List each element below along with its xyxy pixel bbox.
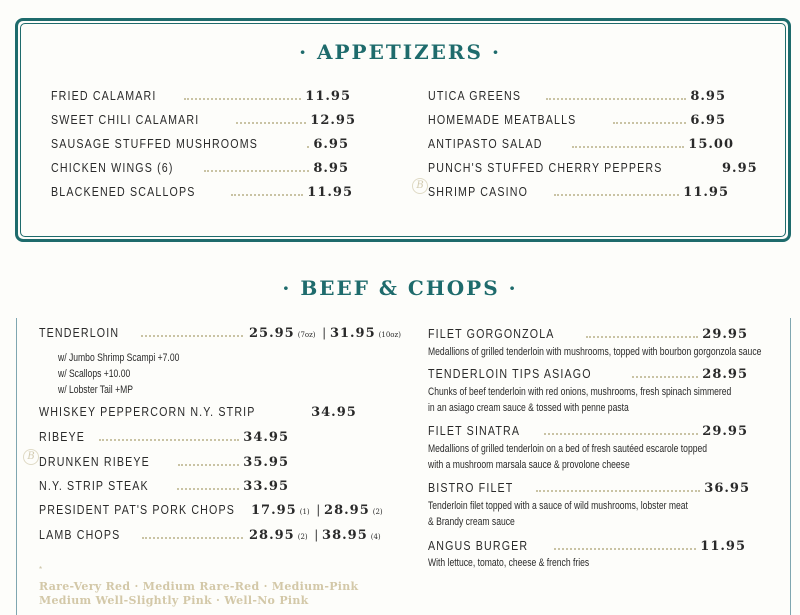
item-description: Tenderloin filet topped with a sauce of wild mushrooms, lobster meat bbox=[428, 500, 688, 512]
menu-item: WHISKEY PEPPERCORN N.Y. STRIP 34.95 bbox=[39, 404, 357, 420]
menu-item: DRUNKEN RIBEYE 35.95 bbox=[39, 454, 289, 470]
price-group: 17.95 (1) | 28.95 (2) bbox=[251, 502, 383, 518]
menu-item: ANGUS BURGER 11.95 bbox=[428, 538, 746, 554]
item-description: in an asiago cream sauce & tossed with penne pasta bbox=[428, 402, 629, 414]
menu-item: N.Y. STRIP STEAK 33.95 bbox=[39, 478, 289, 494]
menu-item: BLACKENED SCALLOPS 11.95 bbox=[51, 184, 353, 200]
menu-item: FILET GORGONZOLA 29.95 bbox=[428, 326, 748, 342]
item-description: & Brandy cream sauce bbox=[428, 516, 515, 528]
item-description: Medallions of grilled tenderloin on a bed of fresh sautéed escarole topped bbox=[428, 443, 708, 455]
item-description: with a mushroom marsala sauce & provolone cheese bbox=[428, 459, 630, 471]
item-description: Medallions of grilled tenderloin with mushrooms, topped with bourbon gorgonzola sauce bbox=[428, 346, 762, 358]
addon: w/ Jumbo Shrimp Scampi +7.00 bbox=[58, 352, 180, 364]
menu-item: PRESIDENT PAT'S PORK CHOPS bbox=[39, 502, 235, 517]
section-rule-left bbox=[16, 318, 17, 615]
menu-item: TENDERLOIN TIPS ASIAGO 28.95 bbox=[428, 366, 748, 382]
section-rule-right bbox=[790, 318, 791, 615]
temps-line: Medium Well-Slightly Pink · Well-No Pink bbox=[39, 594, 309, 607]
menu-item: SWEET CHILI CALAMARI 12.95 bbox=[51, 112, 356, 128]
menu-item: SAUSAGE STUFFED MUSHROOMS 6.95 bbox=[51, 136, 349, 152]
menu-item: FRIED CALAMARI 11.95 bbox=[51, 88, 351, 104]
footnote-mark: * bbox=[39, 565, 43, 574]
menu-item: BISTRO FILET 36.95 bbox=[428, 480, 750, 496]
logo-icon: B bbox=[23, 449, 39, 465]
appetizers-title: · APPETIZERS · bbox=[299, 40, 501, 64]
beef-chops-title: · BEEF & CHOPS · bbox=[282, 276, 518, 300]
menu-item-tenderloin: TENDERLOIN bbox=[39, 325, 247, 340]
item-description: Chunks of beef tenderloin with red onions, mushrooms, fresh spinach simmered bbox=[428, 386, 732, 398]
logo-icon: B bbox=[412, 178, 428, 194]
menu-item: UTICA GREENS 8.95 bbox=[428, 88, 726, 104]
menu-item: CHICKEN WINGS (6) 8.95 bbox=[51, 160, 349, 176]
menu-item: ANTIPASTO SALAD 15.00 bbox=[428, 136, 734, 152]
menu-item: RIBEYE 34.95 bbox=[39, 429, 289, 445]
menu-item: FILET SINATRA 29.95 bbox=[428, 423, 748, 439]
price-group: 28.95 (2) | 38.95 (4) bbox=[249, 527, 381, 543]
menu-item: HOMEMADE MEATBALLS 6.95 bbox=[428, 112, 726, 128]
menu-item: SHRIMP CASINO 11.95 bbox=[428, 184, 729, 200]
price-group: 25.95 (7oz) | 31.95 (10oz) bbox=[249, 325, 401, 341]
temps-line: Rare-Very Red · Medium Rare-Red · Medium-Pink bbox=[39, 580, 359, 593]
menu-item: PUNCH'S STUFFED CHERRY PEPPERS 9.95 bbox=[428, 160, 758, 176]
menu-item: LAMB CHOPS bbox=[39, 527, 247, 542]
addon: w/ Lobster Tail +MP bbox=[58, 384, 133, 396]
item-description: With lettuce, tomato, cheese & french fries bbox=[428, 557, 590, 569]
addon: w/ Scallops +10.00 bbox=[58, 368, 131, 380]
